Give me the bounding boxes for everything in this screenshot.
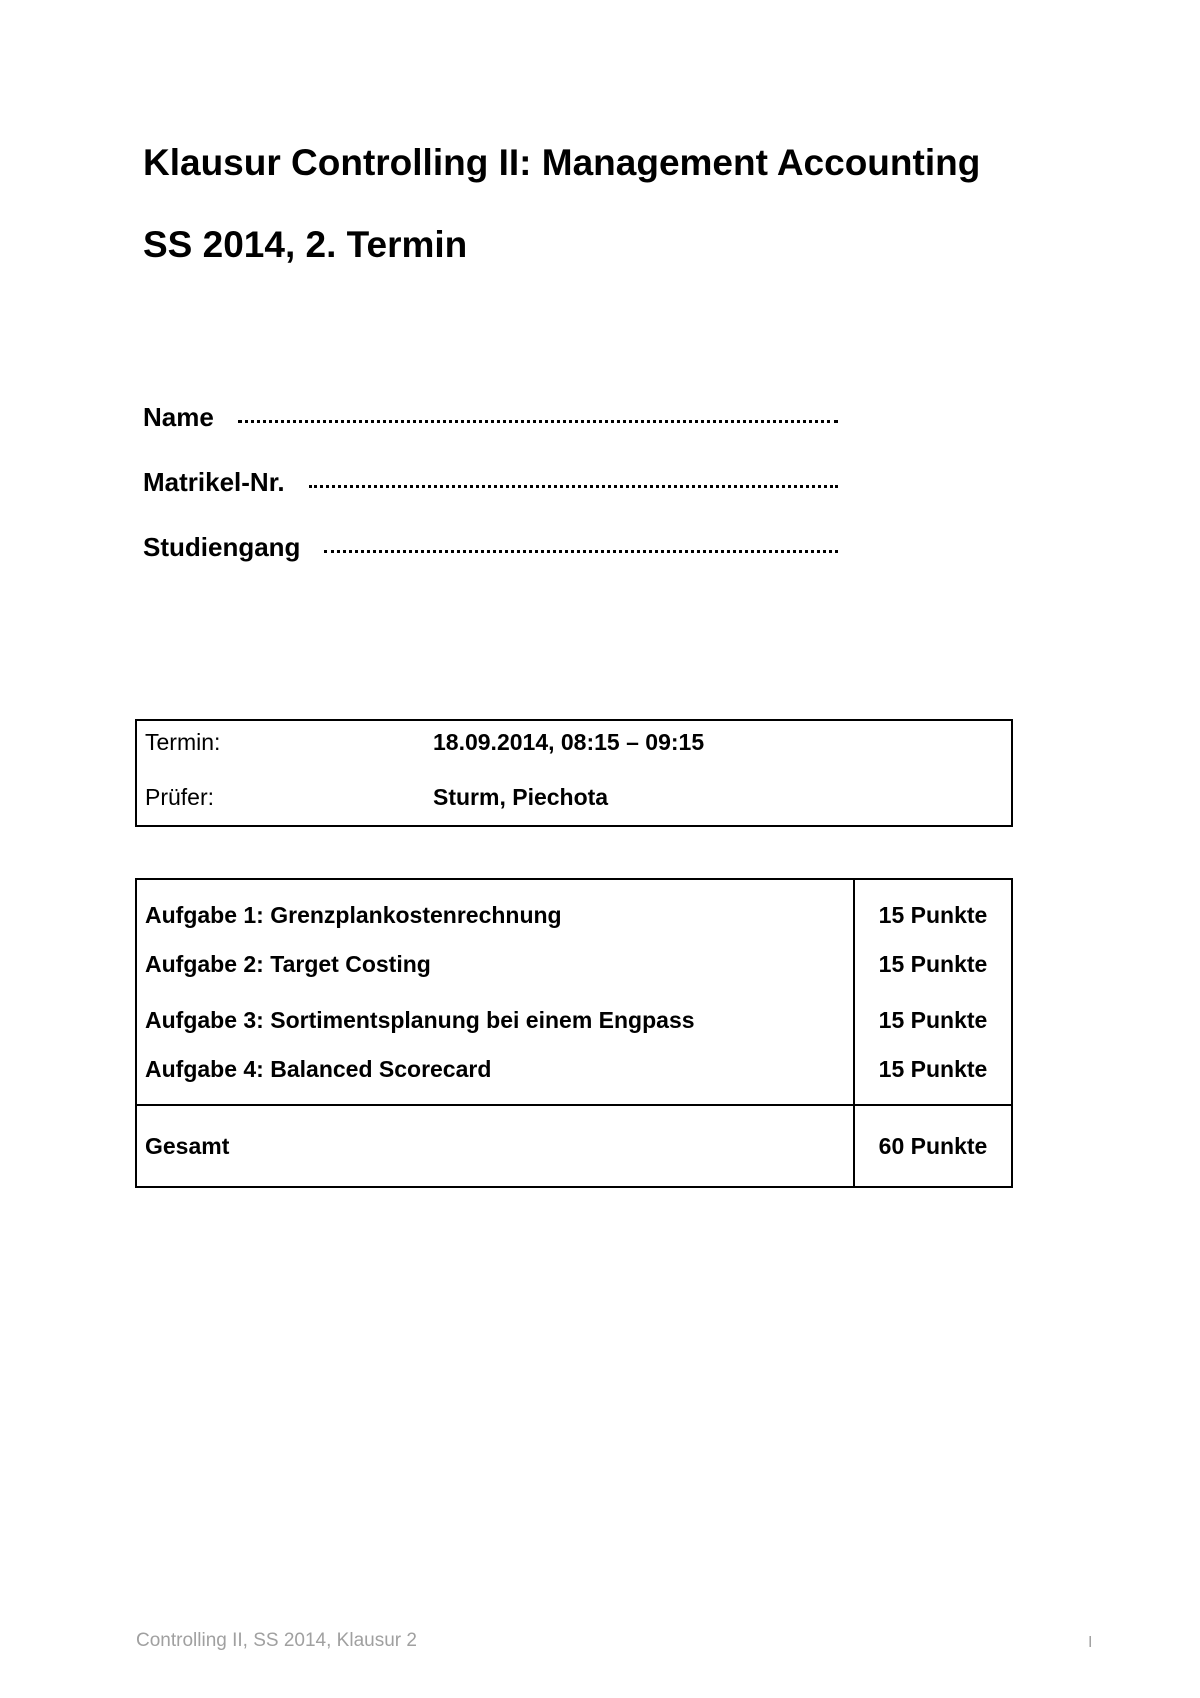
page-footer: Controlling II, SS 2014, Klausur 2 [136,1630,417,1651]
page-subtitle: SS 2014, 2. Termin [143,224,468,265]
name-dotted-line [238,419,838,423]
task-points: 15 Punkte [854,936,1012,992]
task-label: Aufgabe 2: Target Costing [145,950,431,977]
page-number: I [1088,1634,1093,1651]
task-label: Aufgabe 4: Balanced Scorecard [145,1055,492,1082]
table-row [136,936,1012,992]
table-row [136,1048,1012,1105]
table-row [136,992,1012,1048]
name-field [143,402,838,433]
termin-label: Termin: [145,729,221,755]
matrikel-label: Matrikel-Nr. [143,467,285,497]
studiengang-label: Studiengang [143,532,301,562]
studiengang-dotted-line [324,549,838,553]
pruefer-row [145,784,608,811]
total-label: Gesamt [136,1105,854,1187]
pruefer-value: Sturm, Piechota [433,784,609,810]
table-row [136,879,1012,936]
page-title: Klausur Controlling II: Management Accounting [143,142,981,183]
total-row [136,1105,1012,1187]
studiengang-field [143,532,838,563]
matrikel-dotted-line [309,484,838,488]
termin-value: 18.09.2014, 08:15 – 09:15 [433,729,705,755]
exam-info-box [135,719,1013,827]
task-points: 15 Punkte [854,879,1012,936]
name-label: Name [143,402,214,432]
total-points: 60 Punkte [854,1105,1012,1187]
task-label: Aufgabe 3: Sortimentsplanung bei einem Engpass [145,1006,695,1033]
task-label: Aufgabe 1: Grenzplankostenrechnung [145,901,562,928]
tasks-table [135,878,1013,1188]
matrikel-field [143,467,838,498]
task-points: 15 Punkte [854,992,1012,1048]
task-points: 15 Punkte [854,1048,1012,1105]
termin-row [145,729,704,756]
pruefer-label: Prüfer: [145,784,215,810]
